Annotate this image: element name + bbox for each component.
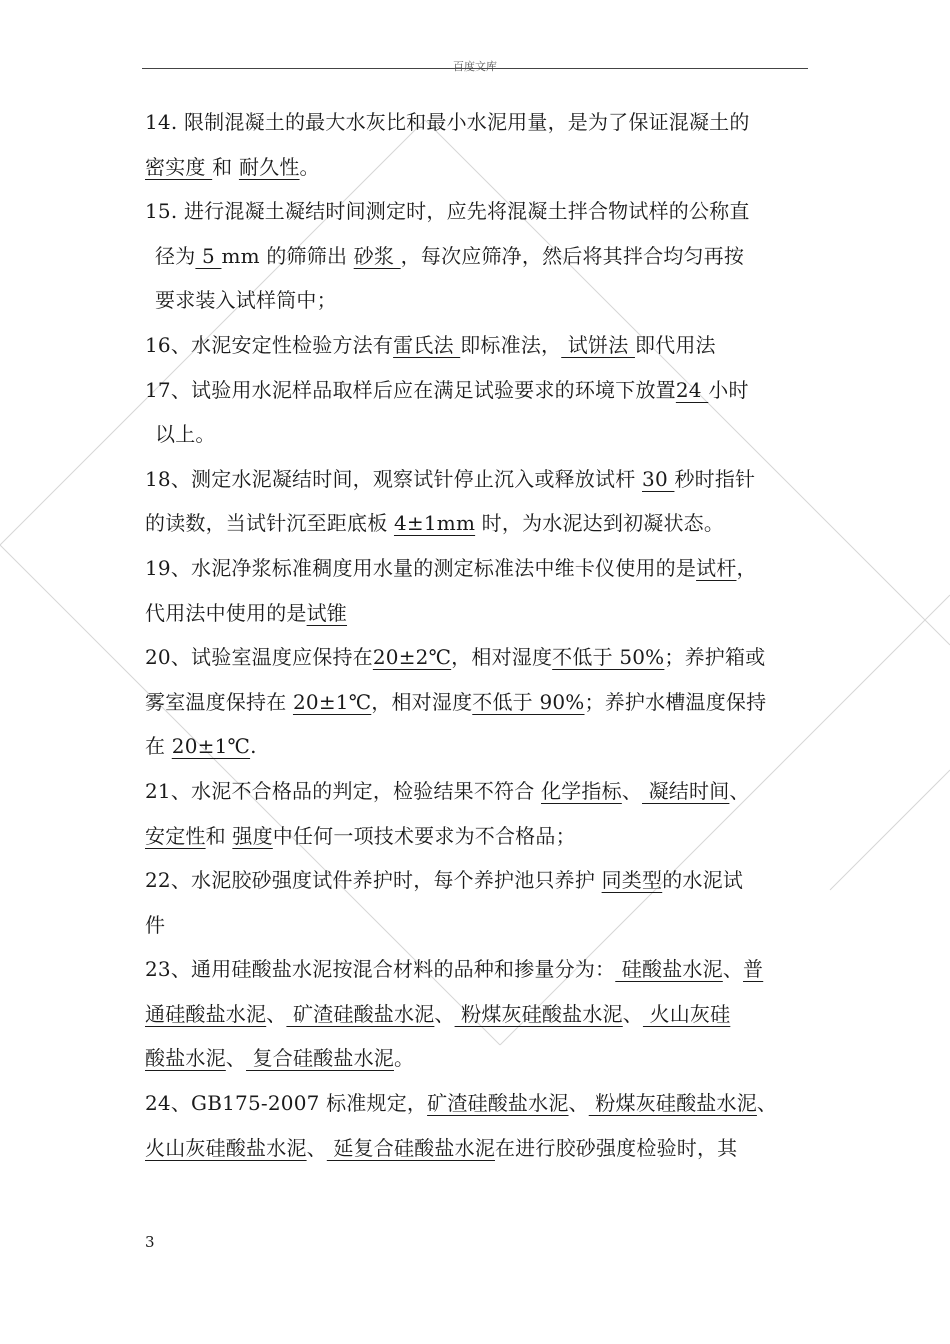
text-line	[145, 412, 810, 457]
text-line	[145, 1081, 810, 1126]
text-segment: 15. 进行混凝土凝结时间测定时，应先将混凝土拌合物试样的公称直	[145, 199, 750, 224]
text-segment: 、	[621, 778, 643, 803]
text-segment: 、	[722, 957, 744, 982]
answer-blank: 试杆	[696, 555, 737, 580]
answer-blank: 不低于 50%	[552, 645, 665, 670]
text-segment: 在进行胶砂强度检验时，其	[494, 1135, 738, 1160]
text-line	[145, 992, 810, 1037]
text-segment: 21、水泥不合格品的判定，检验结果不符合	[145, 778, 542, 803]
text-line	[145, 591, 810, 636]
answer-blank: 同类型	[601, 868, 663, 893]
answer-blank: 通硅酸盐水泥	[145, 1001, 267, 1026]
text-segment: 和	[205, 823, 233, 848]
text-segment: 。	[393, 1046, 415, 1071]
answer-blank: 矿渣硅酸盐水泥	[286, 1001, 435, 1026]
page-number: 3	[145, 1233, 155, 1251]
text-segment: 时，为水泥达到初凝状态。	[475, 511, 725, 536]
text-segment: ，相对湿度	[371, 689, 473, 714]
page-header-title: 百度文库	[453, 60, 497, 73]
answer-blank: 不低于 90%	[472, 689, 585, 714]
text-segment: 23、通用硅酸盐水泥按混合材料的品种和掺量分为：	[145, 957, 616, 982]
text-line	[145, 145, 810, 190]
answer-blank: 24	[675, 377, 709, 402]
text-line	[145, 814, 810, 859]
text-segment: 、	[729, 778, 750, 803]
answer-blank: 砂浆	[353, 243, 401, 268]
text-segment: 即代用法	[634, 332, 716, 357]
text-segment: 要求装入试样筒中；	[155, 288, 337, 313]
text-segment: 20、试验室温度应保持在	[145, 645, 373, 670]
answer-blank: 火山灰硅酸盐水泥	[145, 1135, 307, 1160]
answer-blank: 硅酸盐水泥	[615, 957, 723, 982]
answer-blank: 粉煤灰硅酸盐水泥	[454, 1001, 623, 1026]
answer-blank: 矿渣硅酸盐水泥	[427, 1091, 569, 1116]
answer-blank: 20±1℃	[171, 734, 251, 759]
answer-blank: 20±2℃	[372, 645, 452, 670]
text-segment: 和	[212, 154, 239, 179]
text-segment: 、	[225, 1046, 247, 1071]
text-segment: 雾室温度保持在	[145, 689, 293, 714]
text-segment: 16、水泥安定性检验方法有	[145, 332, 394, 357]
text-line	[145, 1126, 810, 1171]
text-segment: 22、水泥胶砂强度试件养护时，每个养护池只养护	[145, 868, 602, 893]
answer-blank: 耐久性	[238, 154, 300, 179]
answer-blank: 火山灰硅	[642, 1001, 731, 1026]
text-segment: 的水泥试	[662, 868, 744, 893]
answer-blank: 4±1mm	[393, 511, 476, 536]
text-segment: 即标准法，	[460, 332, 562, 357]
text-segment: 件	[145, 912, 166, 937]
text-line	[145, 234, 810, 279]
answer-blank: 普	[743, 957, 764, 982]
answer-blank: 强度	[232, 823, 273, 848]
answer-blank: 化学指标	[541, 778, 622, 803]
answer-blank: 凝结时间	[642, 778, 730, 803]
text-line	[145, 189, 810, 234]
text-segment: ，	[736, 555, 757, 580]
text-segment: 、	[756, 1091, 778, 1116]
text-line	[145, 1036, 810, 1081]
text-line	[145, 100, 810, 145]
answer-blank: 试饼法	[561, 332, 635, 357]
text-segment: ，每次应筛净，然后将其拌合均匀再按	[400, 243, 745, 268]
text-segment: 、	[266, 1001, 287, 1026]
text-segment: 14. 限制混凝土的最大水灰比和最小水泥用量，是为了保证混凝土的	[145, 110, 750, 134]
text-segment: 径为	[155, 243, 196, 268]
text-line	[145, 457, 810, 502]
answer-blank: 20±1℃	[292, 689, 372, 714]
answer-blank: 密实度	[145, 154, 213, 179]
text-segment: 17、试验用水泥样品取样后应在满足试验要求的环境下放置	[145, 377, 676, 402]
text-line	[145, 769, 810, 814]
text-line	[145, 323, 810, 368]
answer-blank: 酸盐水泥	[145, 1046, 226, 1071]
text-segment: 18、测定水泥凝结时间，观察试针停止沉入或释放试杆	[145, 466, 643, 491]
text-line	[145, 635, 810, 680]
text-line	[145, 278, 810, 323]
text-line	[145, 680, 810, 725]
answer-blank: 5	[195, 243, 222, 268]
text-segment: 、	[306, 1135, 327, 1160]
document-body	[145, 100, 810, 1170]
text-line	[145, 368, 810, 413]
text-line	[145, 903, 810, 948]
text-segment: 以上。	[155, 422, 216, 447]
text-segment: 、	[434, 1001, 455, 1026]
text-segment: .	[250, 734, 257, 759]
answer-blank: 雷氏法	[393, 332, 461, 357]
header-divider	[142, 68, 808, 69]
text-line	[145, 947, 810, 992]
text-segment: 中任何一项技术要求为不合格品；	[272, 823, 576, 848]
text-line	[145, 546, 810, 591]
answer-blank: 复合硅酸盐水泥	[246, 1046, 394, 1071]
text-line	[145, 724, 810, 769]
answer-blank: 延复合硅酸盐水泥	[326, 1135, 495, 1160]
text-segment: 在	[145, 734, 172, 759]
text-segment: 。	[299, 154, 320, 179]
text-line	[145, 501, 810, 546]
text-segment: 19、水泥净浆标准稠度用水量的测定标准法中维卡仪使用的是	[145, 555, 697, 580]
text-line	[145, 858, 810, 903]
answer-blank: 30	[642, 466, 675, 491]
text-segment: ，相对湿度	[451, 645, 553, 670]
text-segment: 秒时指针	[674, 466, 756, 491]
text-segment: 24、GB175-2007 标准规定，	[145, 1091, 428, 1116]
text-segment: 、	[622, 1001, 643, 1026]
text-segment: mm 的筛筛出	[221, 243, 354, 268]
answer-blank: 试锥	[306, 600, 348, 625]
text-segment: ；养护水槽温度保持	[584, 689, 767, 714]
text-segment: 小时	[708, 377, 749, 402]
text-segment: 、	[568, 1091, 589, 1116]
answer-blank: 粉煤灰硅酸盐水泥	[588, 1091, 757, 1116]
text-segment: 的读数，当试针沉至距底板	[145, 511, 394, 536]
text-segment: ；养护箱或	[664, 645, 766, 670]
text-segment: 代用法中使用的是	[145, 600, 307, 625]
answer-blank: 安定性	[145, 823, 206, 848]
